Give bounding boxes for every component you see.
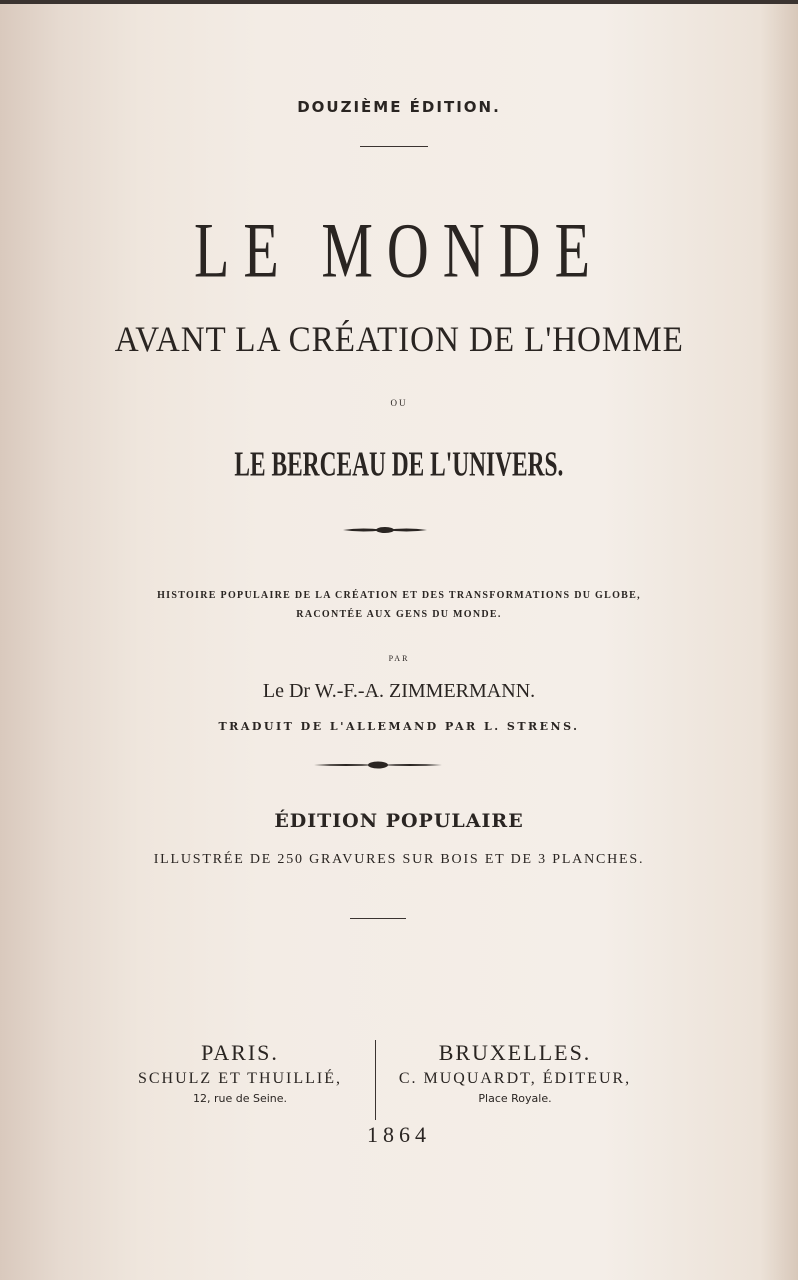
publisher-name: C. MUQUARDT, ÉDITEUR, (398, 1070, 632, 1087)
illustrations-note (0, 852, 798, 868)
alt-title-text: LE BERCEAU DE L'UNIVERS. (234, 445, 564, 484)
illustrations-text: ILLUSTRÉE DE 250 GRAVURES SUR BOIS ET DE 3 PLANCHES. (153, 852, 645, 867)
page-top-edge (0, 0, 798, 4)
publication-year: 1864 (367, 1122, 431, 1147)
edition-label (0, 98, 798, 116)
description-line-1 (0, 590, 798, 601)
subtitle-text: AVANT LA CRÉATION DE L'HOMME (114, 319, 684, 359)
translator (0, 720, 798, 733)
alternate-title (0, 445, 798, 484)
publisher-address: 12, rue de Seine. (192, 1092, 288, 1105)
description-text: HISTOIRE POPULAIRE DE LA CRÉATION ET DES TRANSFORMATIONS DU GLOBE, (157, 590, 641, 601)
description-text: RACONTÉE AUX GENS DU MONDE. (296, 609, 502, 620)
by-text: PAR (388, 654, 410, 663)
book-subtitle (0, 318, 798, 360)
popular-edition (0, 810, 798, 832)
by-label (0, 654, 798, 663)
ornament-divider (343, 524, 427, 536)
edition-text: DOUZIÈME ÉDITION. (297, 98, 501, 116)
publisher-paris (110, 1040, 370, 1105)
publisher-name: SCHULZ ET THUILLIÉ, (137, 1070, 343, 1087)
popular-edition-text: ÉDITION POPULAIRE (274, 810, 524, 832)
title-text: LE MONDE (193, 206, 604, 295)
publisher-bruxelles (380, 1040, 650, 1105)
divider-rule (360, 146, 428, 147)
translator-text: TRADUIT DE L'ALLEMAND PAR L. STRENS. (218, 720, 580, 733)
vertical-divider (375, 1040, 376, 1120)
publisher-city: BRUXELLES. (438, 1040, 592, 1065)
conjunction-text: OU (390, 398, 408, 408)
author-text: Le Dr W.-F.-A. ZIMMERMANN. (262, 680, 536, 702)
author (0, 680, 798, 703)
publisher-city: PARIS. (201, 1040, 279, 1065)
publisher-address: Place Royale. (478, 1092, 552, 1105)
ornament-divider (314, 759, 442, 771)
divider-rule (350, 918, 406, 919)
description-line-2 (0, 609, 798, 620)
book-title (0, 205, 798, 295)
conjunction (0, 398, 798, 408)
